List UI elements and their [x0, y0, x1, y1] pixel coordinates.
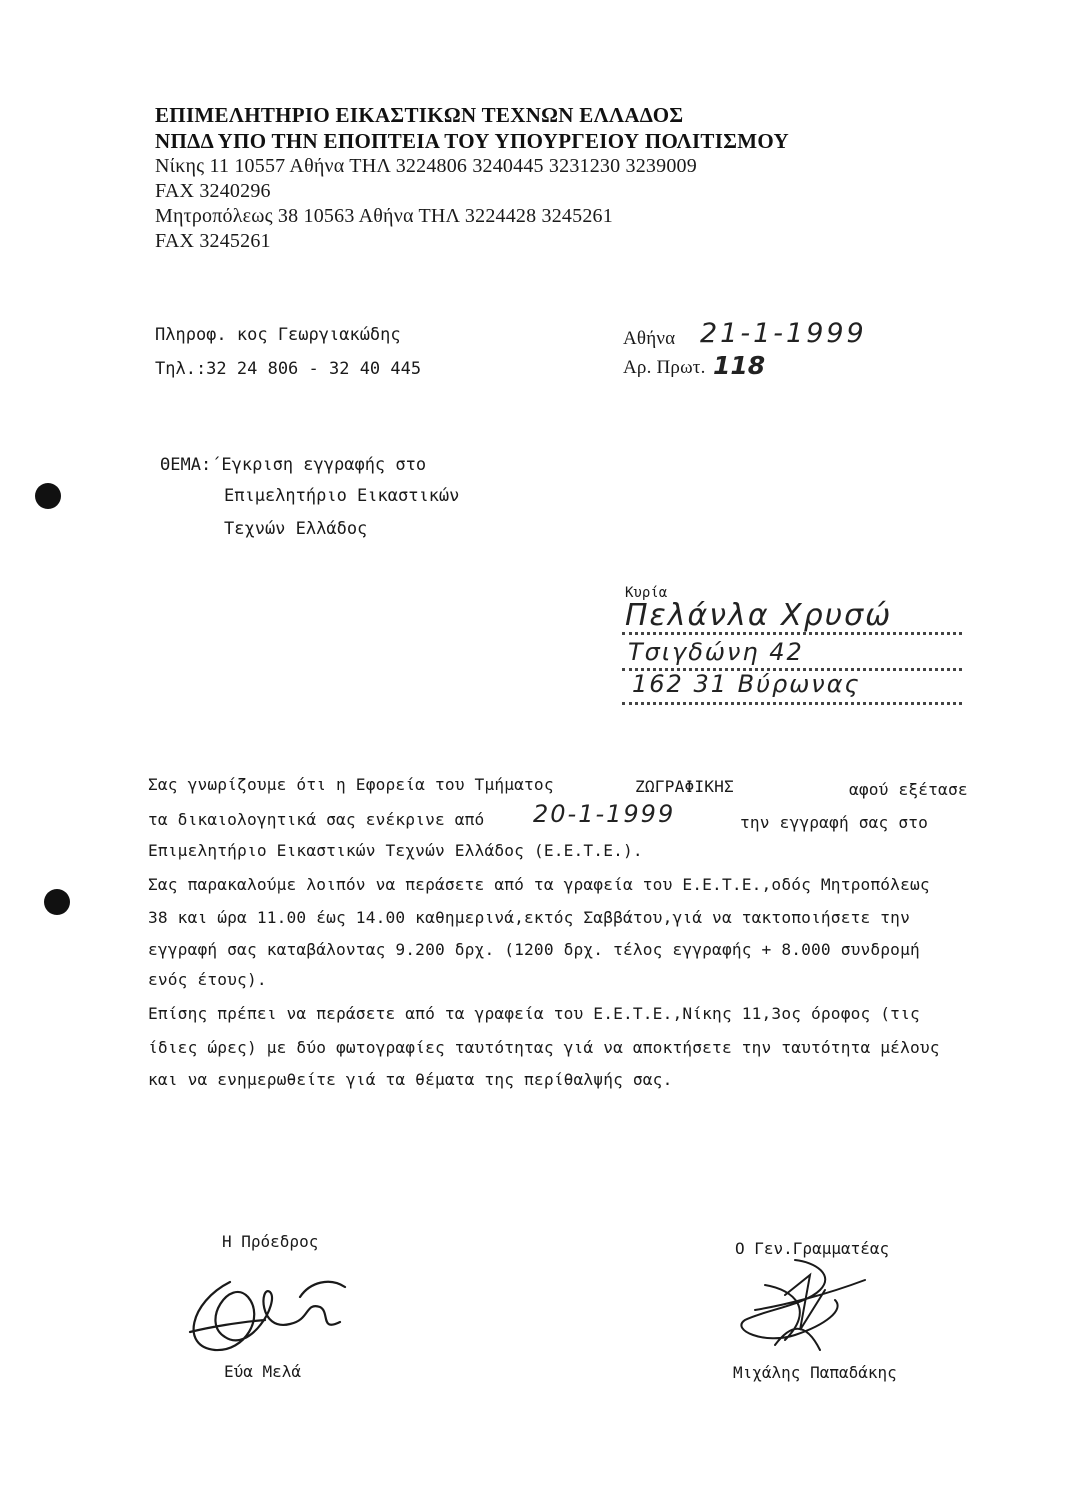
subject-line-2: Επιμελητήριο Εικαστικών [224, 486, 460, 506]
body-p3-line1: Επίσης πρέπει να περάσετε από τα γραφεία του Ε.Ε.Τ.Ε.,Νίκης 11,3ος όροφος (τις [148, 1004, 920, 1023]
secretary-signature [725, 1250, 875, 1360]
body-p1-line1-start: Σας γνωρίζουμε ότι η Εφορεία του Τμήματος [148, 775, 554, 794]
punch-hole-top [35, 483, 61, 509]
body-p3-line3: και να ενημερωθείτε γιά τα θέματα της περίθαλψής σας. [148, 1070, 673, 1089]
subject-line-3: Τεχνών Ελλάδος [224, 519, 368, 539]
contact-phone: Τηλ.:32 24 806 - 32 40 445 [155, 359, 422, 379]
body-p1-line2-end: την εγγραφή σας στο [740, 813, 929, 832]
org-name: ΕΠΙΜΕΛΗΤΗΡΙΟ ΕΙΚΑΣΤΙΚΩΝ ΤΕΧΝΩΝ ΕΛΛΑΔΟΣ [155, 103, 684, 127]
place-label: Αθήνα [623, 328, 676, 349]
recipient-name-handwritten: Πελάνλα Χρυσώ [625, 598, 893, 633]
department-name: ΖΩΓΡΑΦΙΚΗΣ [635, 777, 734, 796]
recipient-line-3 [622, 702, 962, 705]
secretary-name: Μιχάλης Παπαδάκης [733, 1363, 897, 1382]
president-name: Εύα Μελά [224, 1362, 302, 1381]
fax-nikis: FAX 3240296 [155, 180, 271, 202]
address-nikis: Νίκης 11 10557 Αθήνα ΤΗΛ 3224806 3240445 3231230 3239009 [155, 155, 697, 177]
secretary-title: Ο Γεν.Γραμματέας [735, 1239, 890, 1258]
recipient-street-handwritten: Τσιγδώνη 42 [628, 638, 804, 666]
body-p3-line2: ίδιες ώρες) με δύο φωτογραφίες ταυτότητας γιά να αποκτήσετε την ταυτότητα μέλους [148, 1038, 940, 1057]
body-p2-line3: εγγραφή σας καταβάλοντας 9.200 δρχ. (1200 δρχ. τέλος εγγραφής + 8.000 συνδρομή [148, 940, 920, 959]
protocol-number-handwritten: 118 [713, 351, 766, 380]
protocol-label: Αρ. Πρωτ. [623, 357, 706, 378]
date-handwritten: 21-1-1999 [700, 318, 867, 349]
approval-date-handwritten: 20-1-1999 [533, 800, 676, 828]
recipient-city-handwritten: 162 31 Βύρωνας [632, 670, 861, 698]
president-title: Η Πρόεδρος [222, 1232, 319, 1251]
body-p2-line2: 38 και ώρα 11.00 έως 14.00 καθημερινά,εκτός Σαββάτου,γιά να τακτοποιήσετε την [148, 908, 910, 927]
punch-hole-bottom [44, 889, 70, 915]
president-signature [170, 1262, 370, 1372]
body-p1-line3: Επιμελητήριο Εικαστικών Τεχνών Ελλάδος (Ε.Ε.Τ.Ε.). [148, 841, 643, 860]
body-p1-line1-end: αφού εξέτασε [849, 780, 968, 799]
salutation: Κυρία [625, 585, 668, 601]
org-supervision: ΝΠΔΔ ΥΠΟ ΤΗΝ ΕΠΟΠΤΕΙΑ ΤΟΥ ΥΠΟΥΡΓΕΙΟΥ ΠΟΛΙΤΙΣΜΟΥ [155, 129, 789, 153]
body-p1-line2-start: τα δικαιολογητικά σας ενέκρινε από [148, 810, 485, 829]
body-p2-line1: Σας παρακαλούμε λοιπόν να περάσετε από τα γραφεία του Ε.Ε.Τ.Ε.,οδός Μητροπόλεως [148, 875, 930, 894]
body-p2-line4: ενός έτους). [148, 970, 267, 989]
address-mitropoleos: Μητροπόλεως 38 10563 Αθήνα ΤΗΛ 3224428 3245261 [155, 205, 613, 227]
contact-person: Πληροφ. κος Γεωργιακώδης [155, 325, 401, 345]
fax-mitropoleos: FAX 3245261 [155, 230, 271, 252]
subject-line-1: ΘΕΜΑ:΄Εγκριση εγγραφής στο [160, 455, 427, 475]
